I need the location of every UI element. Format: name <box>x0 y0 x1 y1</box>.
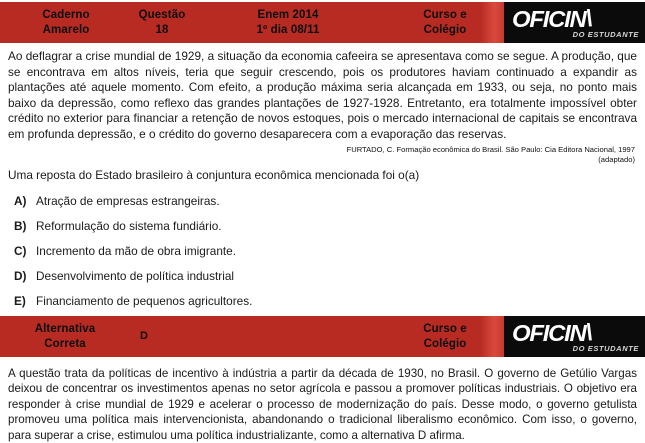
answer-option-c[interactable] <box>8 244 508 269</box>
header-field-questao <box>122 2 202 43</box>
passage-text: Ao deflagrar a crise mundial de 1929, a situação da economia cafeeira se apresentava como se segue. A produção, que se encontrava em altos níveis, teria que seguir crescendo, pois os produtores haviam continuado a expandir as plantações até aquele momento. Com efeito, a produção máxima seria alcançada em 1933, ou seja, no ponto mais baixo da depressão, como reflexo das grandes plantações de 1927-1928. Entretanto, era totalmente impossível obter crédito no exterior para financiar a retenção de novos estoques, pois o mercado internacional de capitais se encontrava em profunda depressão, e o crédito do governo desaparecera com a evaporação das reservas. <box>8 49 637 141</box>
option-letter-e: E) <box>14 294 26 308</box>
header-field-caderno <box>26 2 106 43</box>
questao-number: 18 <box>155 23 169 36</box>
answer-header-fields <box>0 316 504 357</box>
oficina-logo-icon <box>512 5 591 32</box>
explanation-text: A questão trata da políticas de incentivo à indústria a partir da década de 1930, no Brasil. O governo de Getúlio Vargas deixou de concentrar os investimentos apenas no setor agrícola e passou a promover políticas industriais. O objetivo era responder à crise mundial de 1929 e acelerar o processo de modernização do país. Desse modo, o governo getulista promoveu uma política mais intervencionista, abandonando o tradicional liberalismo econômico. Com isso, o governo, para superar a crise, estimulou uma política industrializante, como a alternativa D afirma. <box>8 367 637 442</box>
correta-label: Correta <box>44 337 86 350</box>
question-header-bar <box>0 2 645 43</box>
answer-curso-label-line1: Curso e <box>423 322 467 335</box>
option-text-c: Incremento da mão de obra imigrante. <box>36 244 236 258</box>
option-text-a: Atração de empresas estrangeiras. <box>36 194 220 208</box>
option-letter-a: A) <box>14 194 27 208</box>
correct-answer-letter: D <box>140 330 149 342</box>
header-gradient-accent <box>480 2 506 43</box>
answer-option-a[interactable] <box>8 194 508 219</box>
option-text-d: Desenvolvimento de política industrial <box>36 269 235 283</box>
oficina-logo-icon-answer <box>512 319 591 346</box>
header-field-curso <box>410 2 480 43</box>
oficina-slash-mark: \ <box>585 5 591 31</box>
curso-label-line1: Curso e <box>423 8 467 21</box>
answer-curso-label-line2: Colégio <box>423 337 467 350</box>
brand-logo-plate <box>504 2 645 43</box>
answer-option-d[interactable] <box>8 269 508 294</box>
option-text-e: Financiamento de pequenos agricultores. <box>36 294 253 308</box>
answer-header-bar <box>0 316 645 357</box>
answer-header-field-curso <box>410 316 480 357</box>
oficina-wordmark-text: OFICIN <box>512 6 586 32</box>
prova-label: Enem 2014 <box>257 8 319 21</box>
oficina-wordmark-text-answer: OFICIN <box>512 320 586 346</box>
header-field-alternativa <box>10 316 120 357</box>
option-text-b: Reformulação do sistema fundiário. <box>36 219 222 233</box>
answer-header-gradient-accent <box>480 316 506 357</box>
question-header-fields <box>0 2 504 43</box>
option-letter-b: B) <box>14 219 27 233</box>
questao-label: Questão <box>138 8 186 21</box>
header-field-prova <box>238 2 338 43</box>
correct-answer-badge <box>140 316 180 357</box>
oficina-slash-mark-answer: \ <box>585 319 591 345</box>
curso-label-line2: Colégio <box>423 23 467 36</box>
question-stem: Uma reposta do Estado brasileiro à conjuntura econômica mencionada foi o(a) <box>8 168 420 182</box>
oficina-subtitle: DO ESTUDANTE <box>572 30 639 39</box>
caderno-label: Caderno <box>42 8 90 21</box>
prova-date: 1º dia 08/11 <box>256 23 320 36</box>
answer-options-list <box>8 194 508 319</box>
answer-option-b[interactable] <box>8 219 508 244</box>
caderno-value: Amarelo <box>42 23 90 36</box>
oficina-subtitle-answer: DO ESTUDANTE <box>572 344 639 353</box>
option-letter-c: C) <box>14 244 27 258</box>
source-credit: FURTADO, C. Formação econômica do Brasil. São Paulo: Cia Editora Nacional, 1997 (adaptado) <box>346 145 635 164</box>
brand-logo-plate-answer <box>504 316 645 357</box>
option-letter-d: D) <box>14 269 27 283</box>
alternativa-label: Alternativa <box>34 322 96 335</box>
